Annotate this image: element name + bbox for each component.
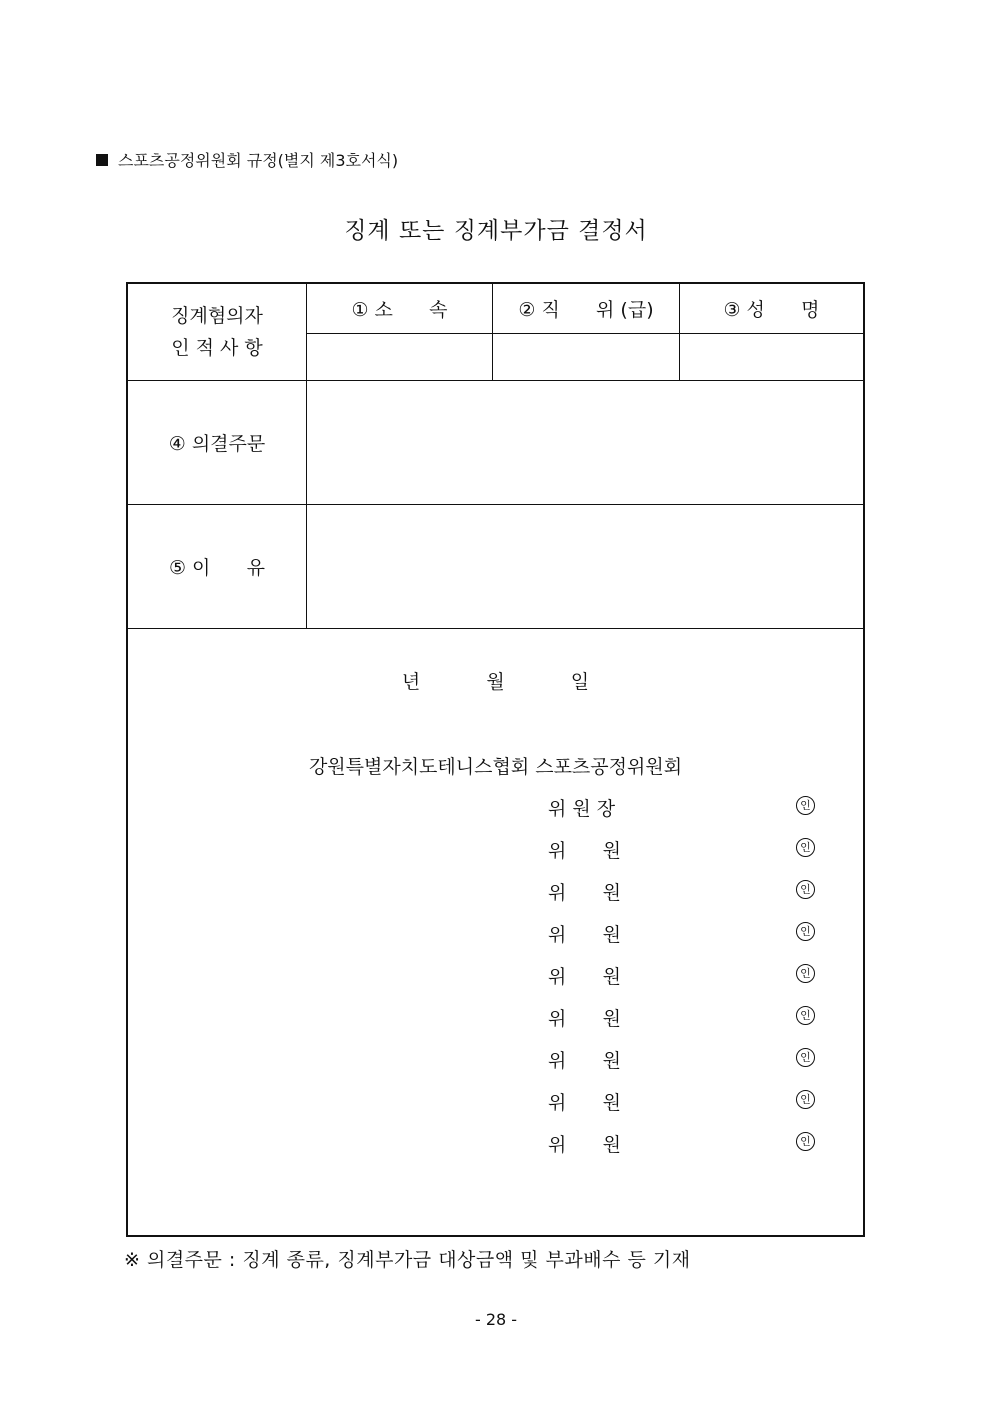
- position-field[interactable]: [493, 334, 679, 380]
- member-role: 위 원: [548, 1134, 621, 1156]
- member-role: 위 원: [548, 1008, 621, 1030]
- member-role: 위 원: [548, 1092, 621, 1114]
- member-signature-row: [548, 836, 818, 864]
- date-year: 년: [401, 671, 421, 693]
- document-title: 징계 또는 징계부가금 결정서: [344, 218, 648, 244]
- subject-info-line1: 징계혐의자: [171, 305, 263, 327]
- seal-icon: 인: [796, 1090, 815, 1109]
- seal-icon: 인: [796, 922, 815, 941]
- date-day: 일: [570, 671, 590, 693]
- seal-icon: 인: [796, 880, 815, 899]
- decision-label: ④ 의결주문: [168, 433, 266, 455]
- member-role: 위 원: [548, 966, 621, 988]
- member-signature-row: [548, 962, 818, 990]
- member-role: 위 원: [548, 840, 621, 862]
- seal-icon: 인: [796, 1048, 815, 1067]
- name-header: ③ 성 명: [723, 299, 820, 321]
- subject-info-line2: 인 적 사 항: [171, 337, 263, 359]
- member-signature-row: [548, 878, 818, 906]
- regulation-header: [96, 148, 398, 171]
- chair-signature-row: [548, 794, 818, 822]
- affiliation-header: ① 소 속: [351, 299, 448, 321]
- reason-field[interactable]: [307, 505, 863, 628]
- member-signature-row: [548, 920, 818, 948]
- decision-field[interactable]: [307, 381, 863, 504]
- square-bullet-icon: [96, 154, 108, 166]
- name-field[interactable]: [680, 334, 863, 380]
- member-signature-row: [548, 1130, 818, 1158]
- reason-label: ⑤ 이 유: [168, 557, 266, 579]
- member-signature-row: [548, 1046, 818, 1074]
- seal-icon: 인: [796, 964, 815, 983]
- member-role: 위 원: [548, 1050, 621, 1072]
- affiliation-field[interactable]: [307, 334, 492, 380]
- member-signature-row: [548, 1088, 818, 1116]
- seal-icon: 인: [796, 796, 815, 815]
- row-divider-3: [128, 628, 863, 629]
- chair-role: 위 원 장: [548, 798, 616, 820]
- seal-icon: 인: [796, 1132, 815, 1151]
- decision-form: [126, 282, 865, 1237]
- footnote: ※ 의결주문 : 징계 종류, 징계부가금 대상금액 및 부과배수 등 기재: [124, 1249, 691, 1271]
- date-line: [128, 667, 863, 694]
- member-role: 위 원: [548, 882, 621, 904]
- regulation-ref: 스포츠공정위원회 규정(별지 제3호서식): [118, 151, 399, 170]
- position-header: ② 직 위 (급): [518, 299, 654, 321]
- page-number: - 28 -: [474, 1310, 518, 1329]
- organization-name: 강원특별자치도테니스협회 스포츠공정위원회: [308, 756, 683, 778]
- seal-icon: 인: [796, 1006, 815, 1025]
- subject-info-label: [128, 284, 306, 380]
- member-signature-row: [548, 1004, 818, 1032]
- member-role: 위 원: [548, 924, 621, 946]
- seal-icon: 인: [796, 838, 815, 857]
- date-month: 월: [486, 671, 505, 693]
